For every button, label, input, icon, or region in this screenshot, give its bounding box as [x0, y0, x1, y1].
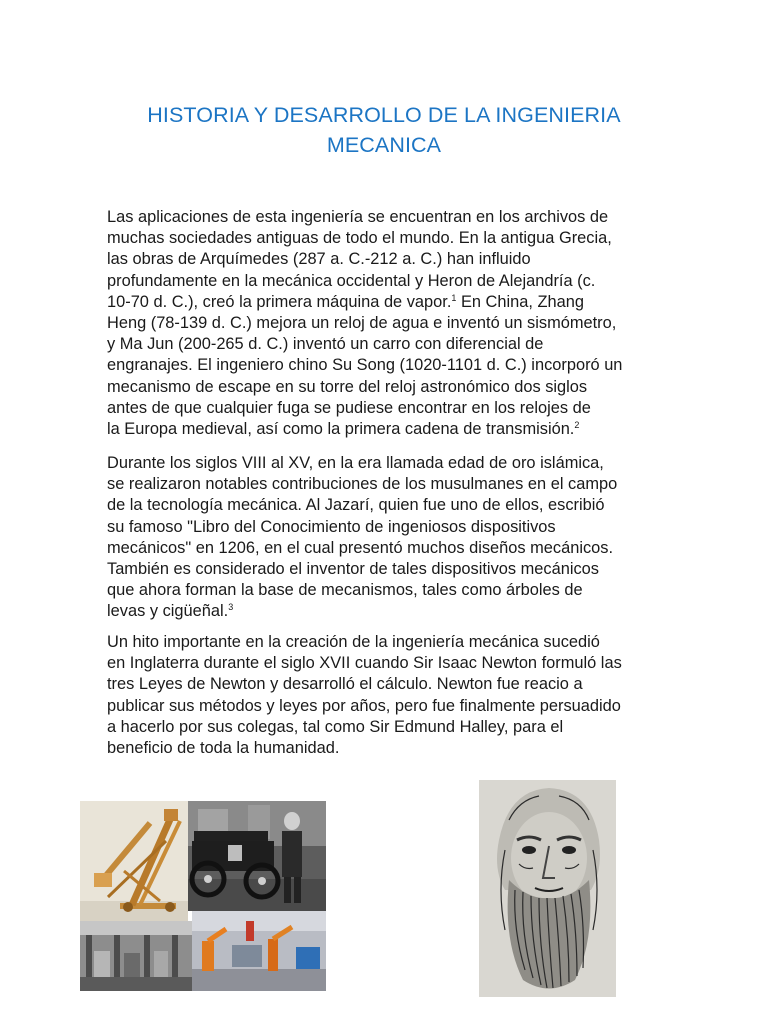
- text-line: Las aplicaciones de esta ingeniería se encuentran en los archivos de: [107, 208, 609, 226]
- paragraph-edad-de-oro: [107, 453, 669, 623]
- text-line: mecanismo de escape en su torre del reloj astronómico dos siglos: [107, 377, 588, 396]
- text-span: 10-70 d. C.), creó la primera máquina de vapor.: [107, 292, 452, 311]
- text-line: engranajes. El ingeniero chino Su Song (1020-1101 d. C.) incorporó un: [107, 356, 623, 375]
- text-line: [107, 292, 669, 313]
- text-line: Un hito importante en la creación de la ingeniería mecánica sucedió: [107, 633, 600, 651]
- text-line: en Inglaterra durante el siglo XVII cuando Sir Isaac Newton formuló las: [107, 654, 622, 673]
- text-line: mecánicos" en 1206, en el cual presentó muchos diseños mecánicos.: [107, 538, 614, 557]
- text-line: tres Leyes de Newton y desarrolló el cálculo. Newton fue reacio a: [107, 675, 583, 694]
- text-line: muchas sociedades antiguas de todo el mundo. En la antigua Grecia,: [107, 229, 612, 248]
- text-line: [107, 419, 669, 440]
- text-span: la Europa medieval, así como la primera cadena de transmisión.: [107, 420, 575, 439]
- model-t-photo: [188, 801, 326, 911]
- text-line: que ahora forman la base de mecanismos, tales como árboles de: [107, 581, 583, 600]
- text-line: y Ma Jun (200-265 d. C.) inventó un carro con diferencial de: [107, 335, 544, 354]
- text-line: Heng (78-139 d. C.) mejora un reloj de agua e inventó un sismómetro,: [107, 314, 617, 333]
- title-line-1: HISTORIA Y DESARROLLO DE LA INGENIERIA: [147, 103, 621, 127]
- text-line: se realizaron notables contribuciones de los musulmanes en el campo: [107, 475, 618, 494]
- robotic-assembly-photo: [192, 911, 326, 991]
- text-line: Durante los siglos VIII al XV, en la era llamada edad de oro islámica,: [107, 454, 604, 472]
- paragraph-newton: [107, 632, 669, 759]
- text-line: También es considerado el inventor de tales dispositivos mecánicos: [107, 560, 599, 579]
- document-title: [96, 100, 672, 160]
- footnote-ref[interactable]: 1: [451, 292, 457, 303]
- text-span: En China, Zhang: [456, 292, 584, 311]
- text-line: beneficio de toda la humanidad.: [107, 739, 340, 758]
- text-line: las obras de Arquímedes (287 a. C.-212 a. C.) han influido: [107, 250, 531, 269]
- text-line: publicar sus métodos y leyes por años, pero fue finalmente persuadido: [107, 696, 621, 715]
- leonardo-portrait-image: [479, 780, 616, 997]
- footnote-ref[interactable]: 2: [574, 420, 580, 431]
- paragraph-arquimedes: [107, 207, 669, 440]
- text-line: de la tecnología mecánica. Al Jazarí, quien fue uno de ellos, escribió: [107, 496, 605, 515]
- text-line: profundamente en la mecánica occidental y Heron de Alejandría (c.: [107, 271, 596, 290]
- footnote-ref[interactable]: 3: [228, 602, 234, 613]
- factory-hall-photo: [80, 921, 192, 991]
- text-line: a hacerlo por sus colegas, tal como Sir Edmund Halley, para el: [107, 717, 564, 736]
- catapult-image: [80, 801, 188, 921]
- engineering-collage-image: [80, 801, 326, 991]
- text-line: su famoso "Libro del Conocimiento de ingeniosos dispositivos: [107, 517, 556, 536]
- text-line: [107, 601, 669, 622]
- title-line-2: MECANICA: [326, 133, 442, 157]
- text-line: antes de que cualquier fuga se pudiese encontrar en los relojes de: [107, 398, 591, 417]
- text-span: levas y cigüeñal.: [107, 602, 229, 621]
